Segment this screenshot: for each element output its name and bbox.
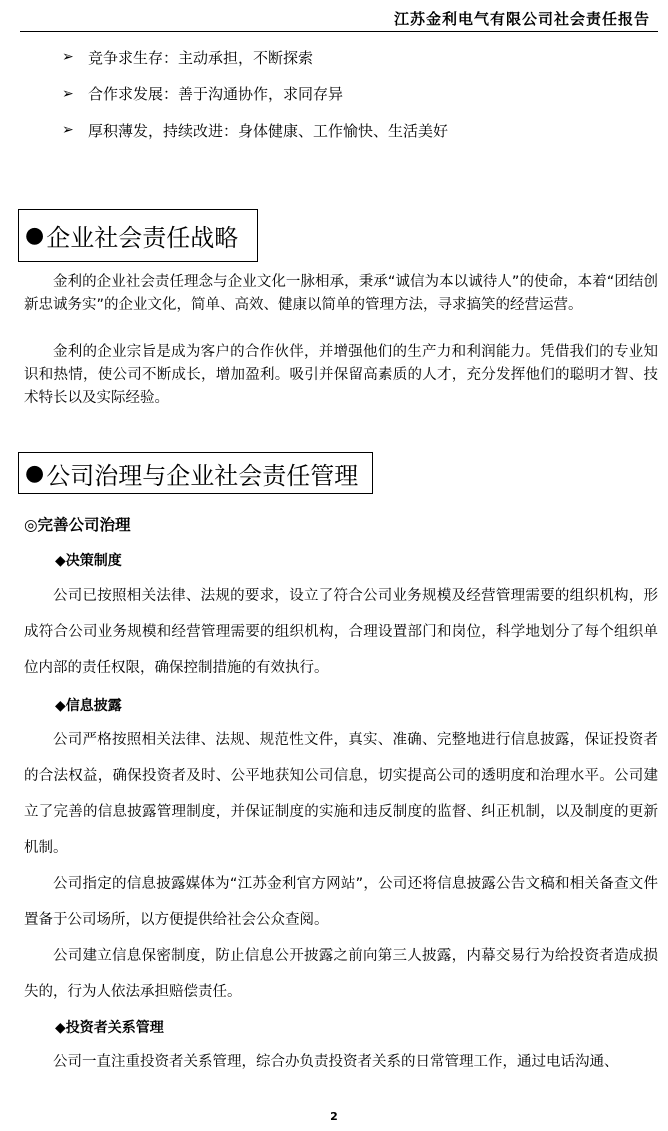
section-title: 公司治理与企业社会责任管理 [46, 461, 359, 490]
paragraph: 公司指定的信息披露媒体为“江苏金利官方网站”，公司还将信息披露公告文稿和相关备查文件置备于公司场所，以方便提供给社会公众查阅。 [24, 876, 658, 928]
section-dot-icon: ● [25, 223, 45, 248]
subheading-governance: ◎完善公司治理 [24, 516, 131, 534]
minihead-decision: ◆决策制度 [55, 553, 122, 569]
arrow-bullet-icon: ➢ [62, 49, 74, 66]
bullet-item [62, 76, 448, 113]
arrow-bullet-icon: ➢ [62, 85, 74, 102]
arrow-bullet-icon: ➢ [62, 122, 74, 139]
values-bullet-list [62, 39, 448, 149]
paragraph: 金利的企业社会责任理念与企业文化一脉相承，秉承“诚信为本以诚待人”的使命，本着“团结创新忠诚务实”的企业文化，简单、高效、健康以简单的管理方法，寻求搞笑的经营运营。 [24, 274, 658, 313]
paragraph: 公司一直注重投资者关系管理，综合办负责投资者关系的日常管理工作，通过电话沟通、 [53, 1054, 619, 1070]
page-header-title: 江苏金利电气有限公司社会责任报告 [393, 10, 650, 28]
bullet-text: 合作求发展：善于沟通协作，求同存异 [88, 85, 344, 104]
paragraph: 公司已按照相关法律、法规的要求，设立了符合公司业务规模及经营管理需要的组织机构，形成符合公司业务规模和经营管理需要的组织机构，合理设置部门和岗位，科学地划分了每个组织单位内部的责任权限，确保控制措施的有效执行。 [24, 588, 658, 676]
bullet-item [62, 112, 448, 149]
page-number: 2 [330, 1110, 338, 1123]
bullet-text: 厚积薄发，持续改进：身体健康、工作愉快、生活美好 [88, 121, 449, 140]
bullet-item [62, 39, 448, 76]
header-rule [20, 31, 658, 32]
section-title: 企业社会责任战略 [46, 224, 239, 252]
paragraph: 金利的企业宗旨是成为客户的合作伙伴，并增强他们的生产力和利润能力。凭借我们的专业知识和热情，使公司不断成长，增加盈利。吸引并保留高素质的人才，充分发挥他们的聪明才智、技术特长以及实际经验。 [24, 344, 658, 406]
bullet-text: 竞争求生存：主动承担，不断探索 [88, 48, 314, 67]
section-heading-governance [18, 452, 373, 494]
minihead-disclosure: ◆信息披露 [55, 698, 122, 714]
section-dot-icon: ● [25, 460, 45, 486]
minihead-investor: ◆投资者关系管理 [55, 1020, 164, 1036]
paragraph: 公司建立信息保密制度，防止信息公开披露之前向第三人披露，内幕交易行为给投资者造成损失的，行为人依法承担赔偿责任。 [24, 948, 658, 1000]
section-heading-csr-strategy [18, 209, 258, 262]
paragraph: 公司严格按照相关法律、法规、规范性文件，真实、准确、完整地进行信息披露，保证投资者的合法权益，确保投资者及时、公平地获知公司信息，切实提高公司的透明度和治理水平。公司建立了完善的信息披露管理制度，并保证制度的实施和违反制度的监督、纠正机制，以及制度的更新机制。 [24, 732, 658, 856]
